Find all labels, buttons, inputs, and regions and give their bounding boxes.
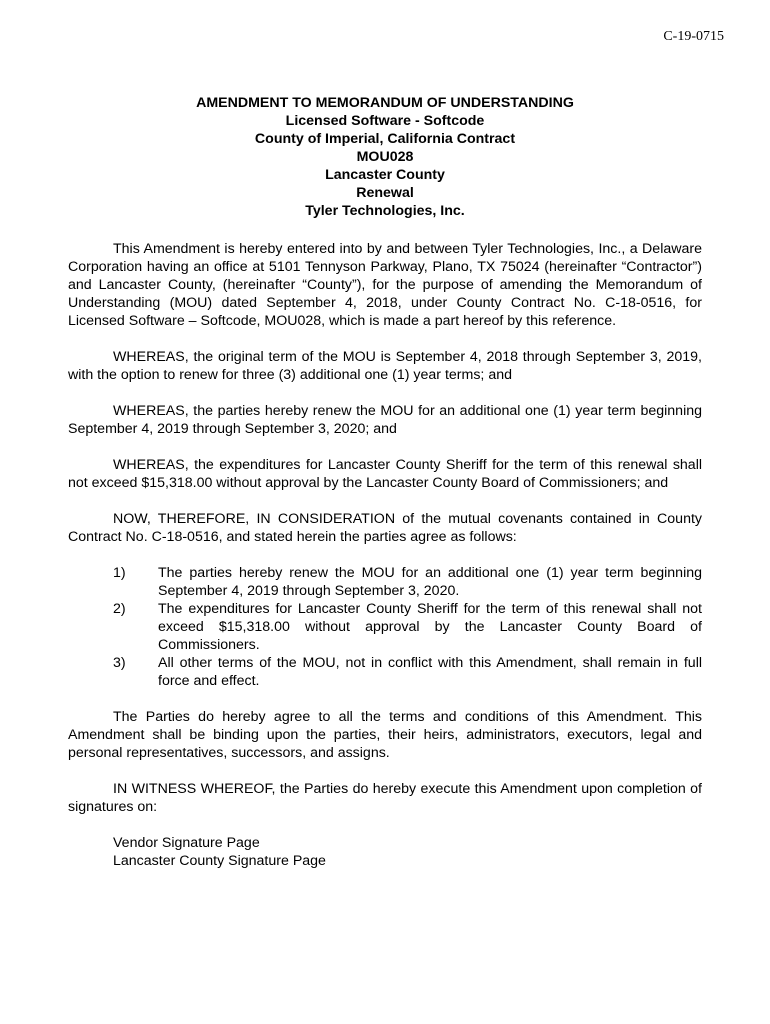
term-item [68, 600, 702, 654]
term-number: 3) [113, 655, 126, 671]
whereas-paragraph-2: WHEREAS, the parties hereby renew the MOU for an additional one (1) year term beginning September 4, 2019 through September 3, 2020; and [68, 403, 702, 437]
signature-page-item: Lancaster County Signature Page [113, 853, 326, 869]
intro-paragraph: This Amendment is hereby entered into by and between Tyler Technologies, Inc., a Delaware Corporation having an office at 5101 Tennyson Parkway, Plano, TX 75024 (hereinafter “Contractor”) and Lancaster County, (hereinafter “County”), for the purpose of amending the Memorandum of Understanding (MOU) dated September 4, 2018, under County Contract No. C-18-0516, for Licensed Software – Softcode, MOU028, which is made a part hereof by this reference. [68, 241, 702, 329]
now-therefore-paragraph: NOW, THEREFORE, IN CONSIDERATION of the mutual covenants contained in County Contract No. C-18-0516, and stated herein the parties agree as follows: [68, 511, 702, 545]
document-page [68, 94, 702, 870]
term-item [68, 654, 702, 690]
title-line: County of Imperial, California Contract [254, 131, 516, 147]
terms-list [68, 564, 702, 690]
term-number: 2) [113, 601, 126, 617]
term-item [68, 564, 702, 600]
agreement-paragraph: The Parties do hereby agree to all the terms and conditions of this Amendment. This Amendment shall be binding upon the parties, their heirs, administrators, executors, legal and personal representatives, successors, and assigns. [68, 709, 702, 761]
whereas-paragraph-1: WHEREAS, the original term of the MOU is September 4, 2018 through September 3, 2019, with the option to renew for three (3) additional one (1) year terms; and [68, 349, 702, 383]
term-number: 1) [113, 565, 126, 581]
term-text: The parties hereby renew the MOU for an additional one (1) year term beginning September 4, 2019 through September 3, 2020. [158, 565, 702, 599]
title-line: Renewal [356, 185, 414, 201]
term-text: All other terms of the MOU, not in conflict with this Amendment, shall remain in full force and effect. [158, 655, 702, 689]
title-line: AMENDMENT TO MEMORANDUM OF UNDERSTANDING [196, 95, 574, 111]
signature-pages-list [68, 834, 702, 870]
whereas-paragraph-3: WHEREAS, the expenditures for Lancaster County Sheriff for the term of this renewal shall not exceed $15,318.00 without approval by the Lancaster County Board of Commissioners; and [68, 457, 702, 491]
title-block [68, 94, 702, 220]
witness-paragraph: IN WITNESS WHEREOF, the Parties do hereby execute this Amendment upon completion of signatures on: [68, 781, 702, 815]
signature-page-item: Vendor Signature Page [113, 835, 260, 851]
title-line: Lancaster County [325, 167, 445, 183]
document-id: C-19-0715 [663, 29, 724, 44]
title-line: Tyler Technologies, Inc. [305, 203, 465, 219]
term-text: The expenditures for Lancaster County Sheriff for the term of this renewal shall not exceed $15,318.00 without approval by the Lancaster County Board of Commissioners. [158, 601, 702, 653]
title-line: MOU028 [356, 149, 414, 165]
title-line: Licensed Software - Softcode [285, 113, 485, 129]
